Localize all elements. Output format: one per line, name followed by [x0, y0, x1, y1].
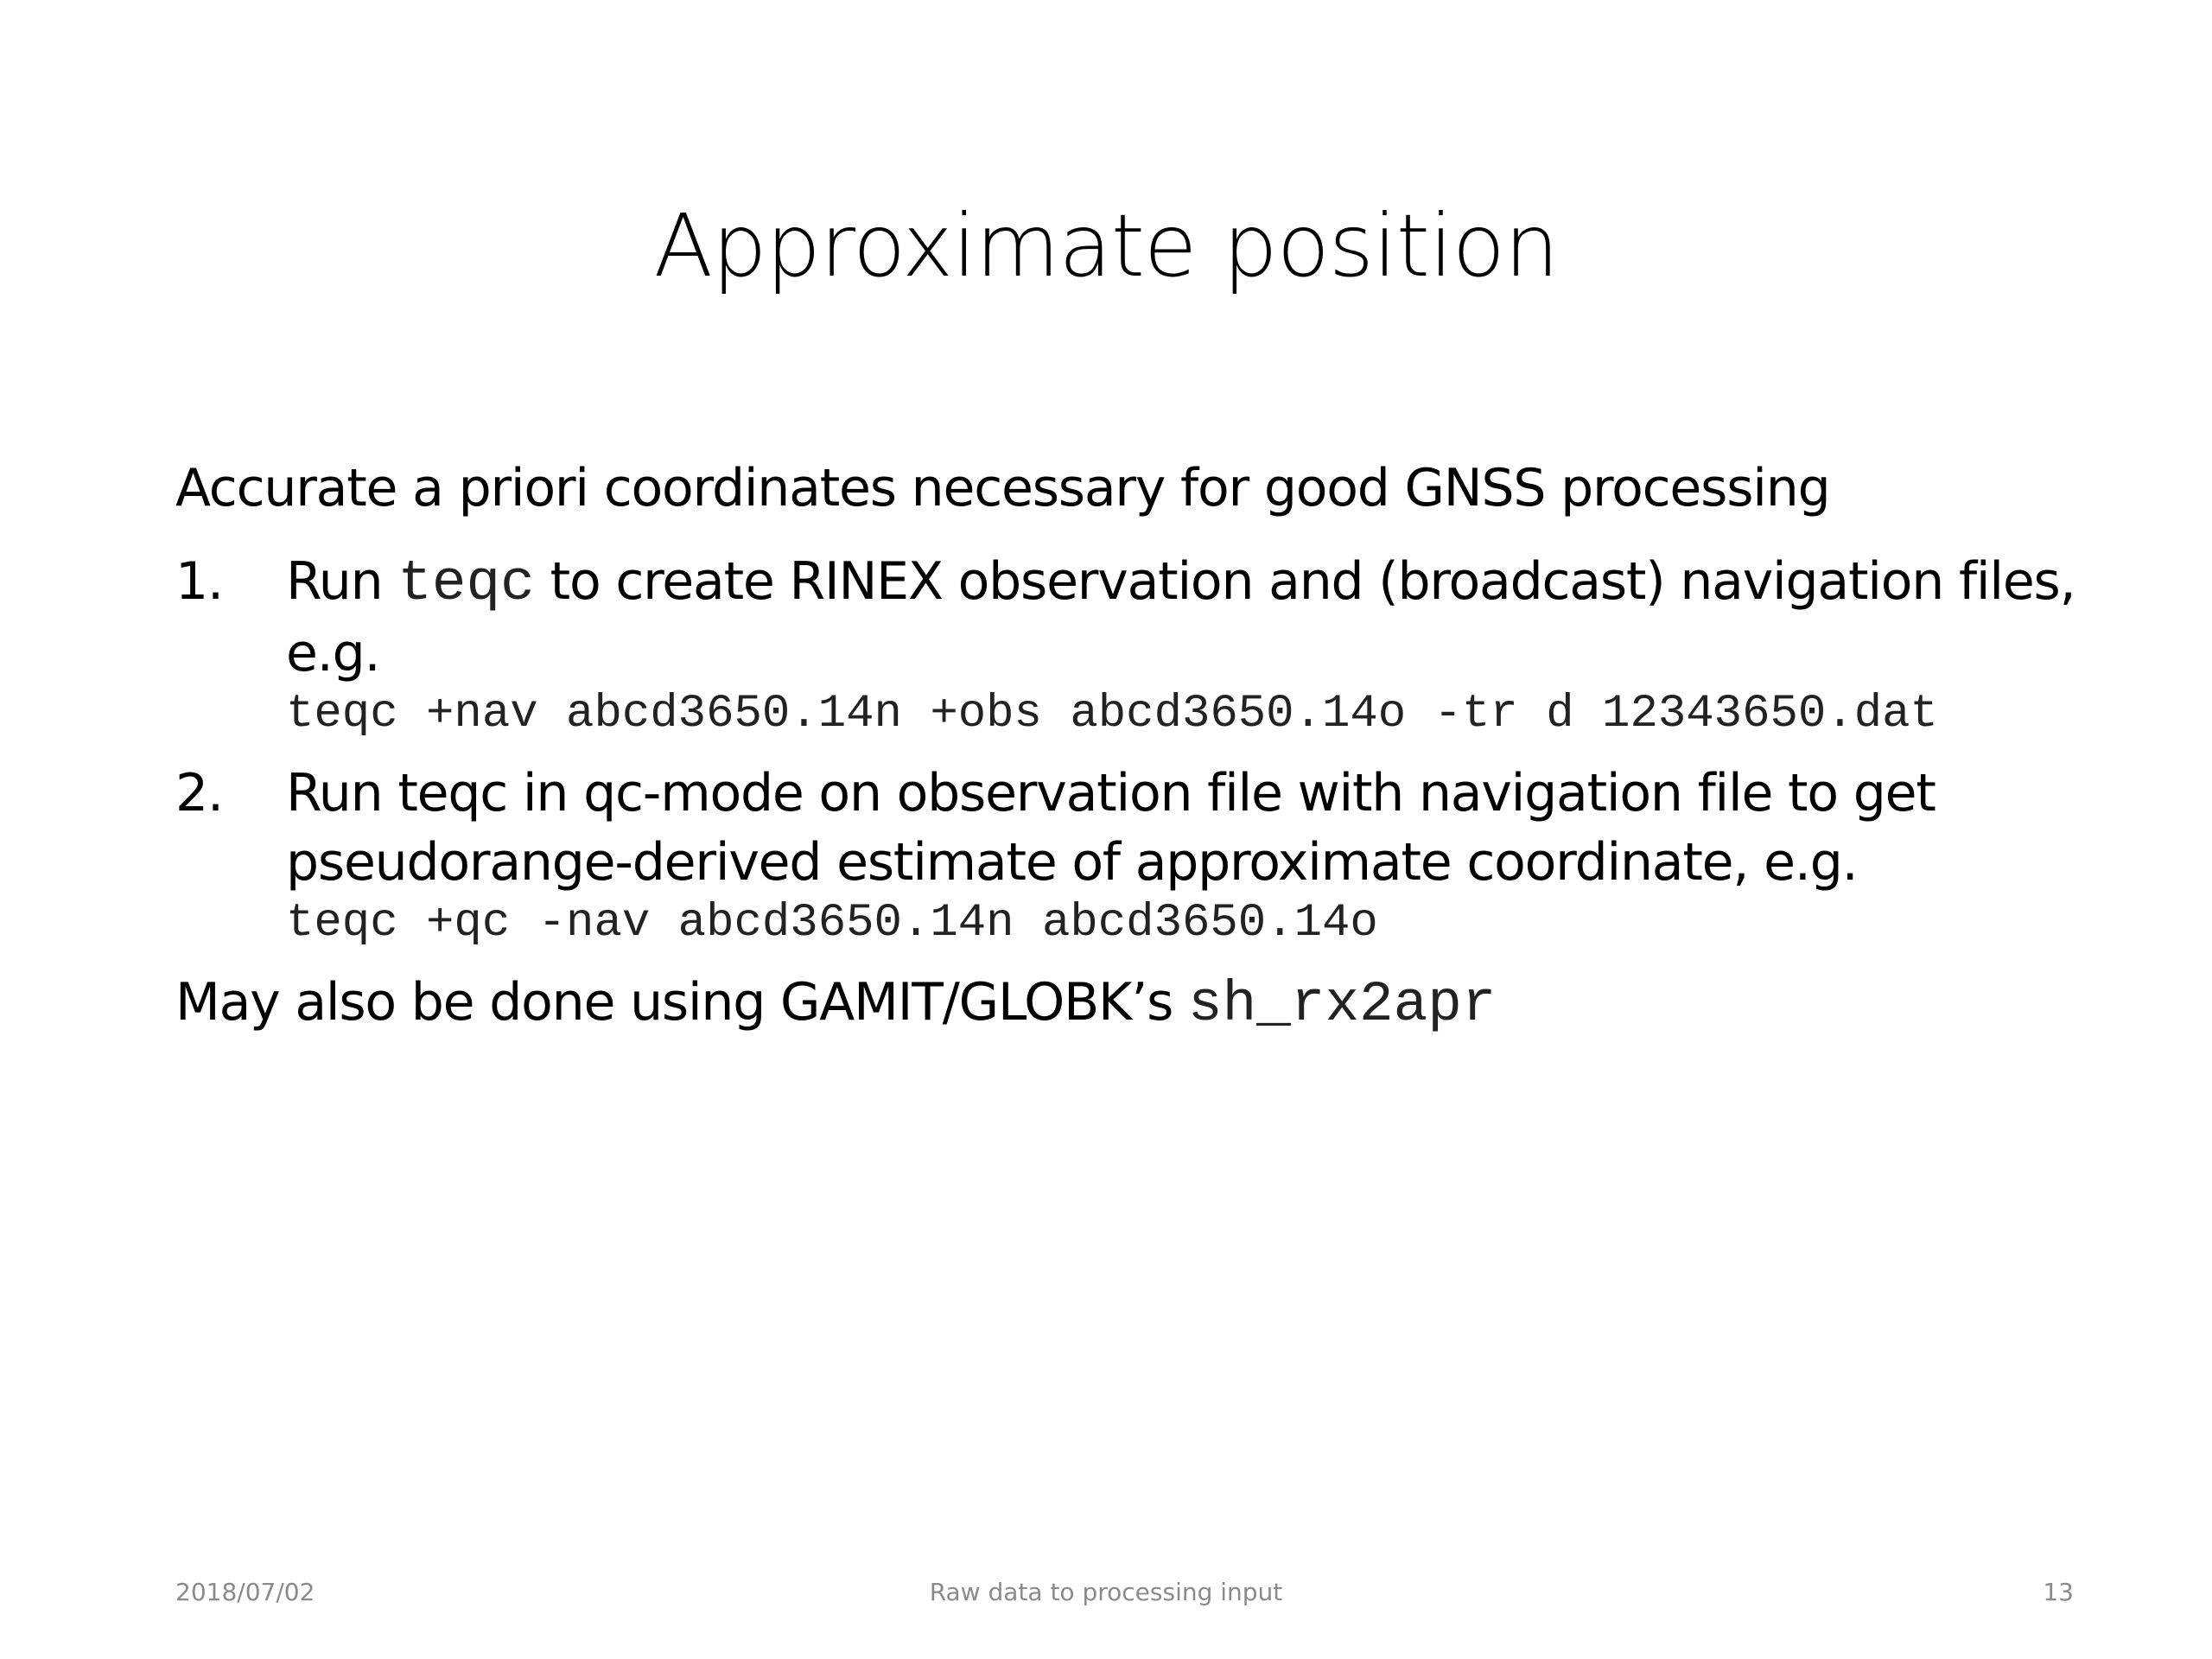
- command-example: teqc +nav abcd3650.14n +obs abcd3650.14o -tr d 12343650.dat: [286, 688, 1938, 741]
- footer-page-number: 13: [2043, 1578, 2074, 1606]
- command-example: teqc +qc -nav abcd3650.14n abcd3650.14o: [286, 897, 1378, 950]
- list-number: 2.: [175, 763, 223, 823]
- slide-body: [175, 454, 2076, 1064]
- footer-date: 2018/07/02: [175, 1578, 315, 1606]
- intro-text: Accurate a priori coordinates necessary for good GNSS processing: [175, 458, 1830, 518]
- list-item-2: [175, 759, 2076, 950]
- step-text: Run teqc in qc-mode on observation file with navigation file to get pseudorange-derived estimate of approximate coordinate, e.g.: [286, 763, 1936, 893]
- list-item-1: [175, 547, 2076, 741]
- step-text-before: Run: [286, 551, 398, 612]
- slide-title: Approximate position: [653, 195, 1559, 296]
- footer-title: Raw data to processing input: [929, 1578, 1283, 1606]
- inline-code-teqc: teqc: [397, 551, 535, 616]
- inline-code-sh-rx2apr: sh_rx2apr: [1188, 972, 1497, 1037]
- closing-text: [175, 968, 2076, 1039]
- closing-text-prefix: May also be done using GAMIT/GLOBK’s: [175, 972, 1189, 1033]
- list-number: 1.: [175, 551, 223, 612]
- step-text-after: to create RINEX observation and (broadcast) navigation files, e.g.: [286, 551, 2075, 683]
